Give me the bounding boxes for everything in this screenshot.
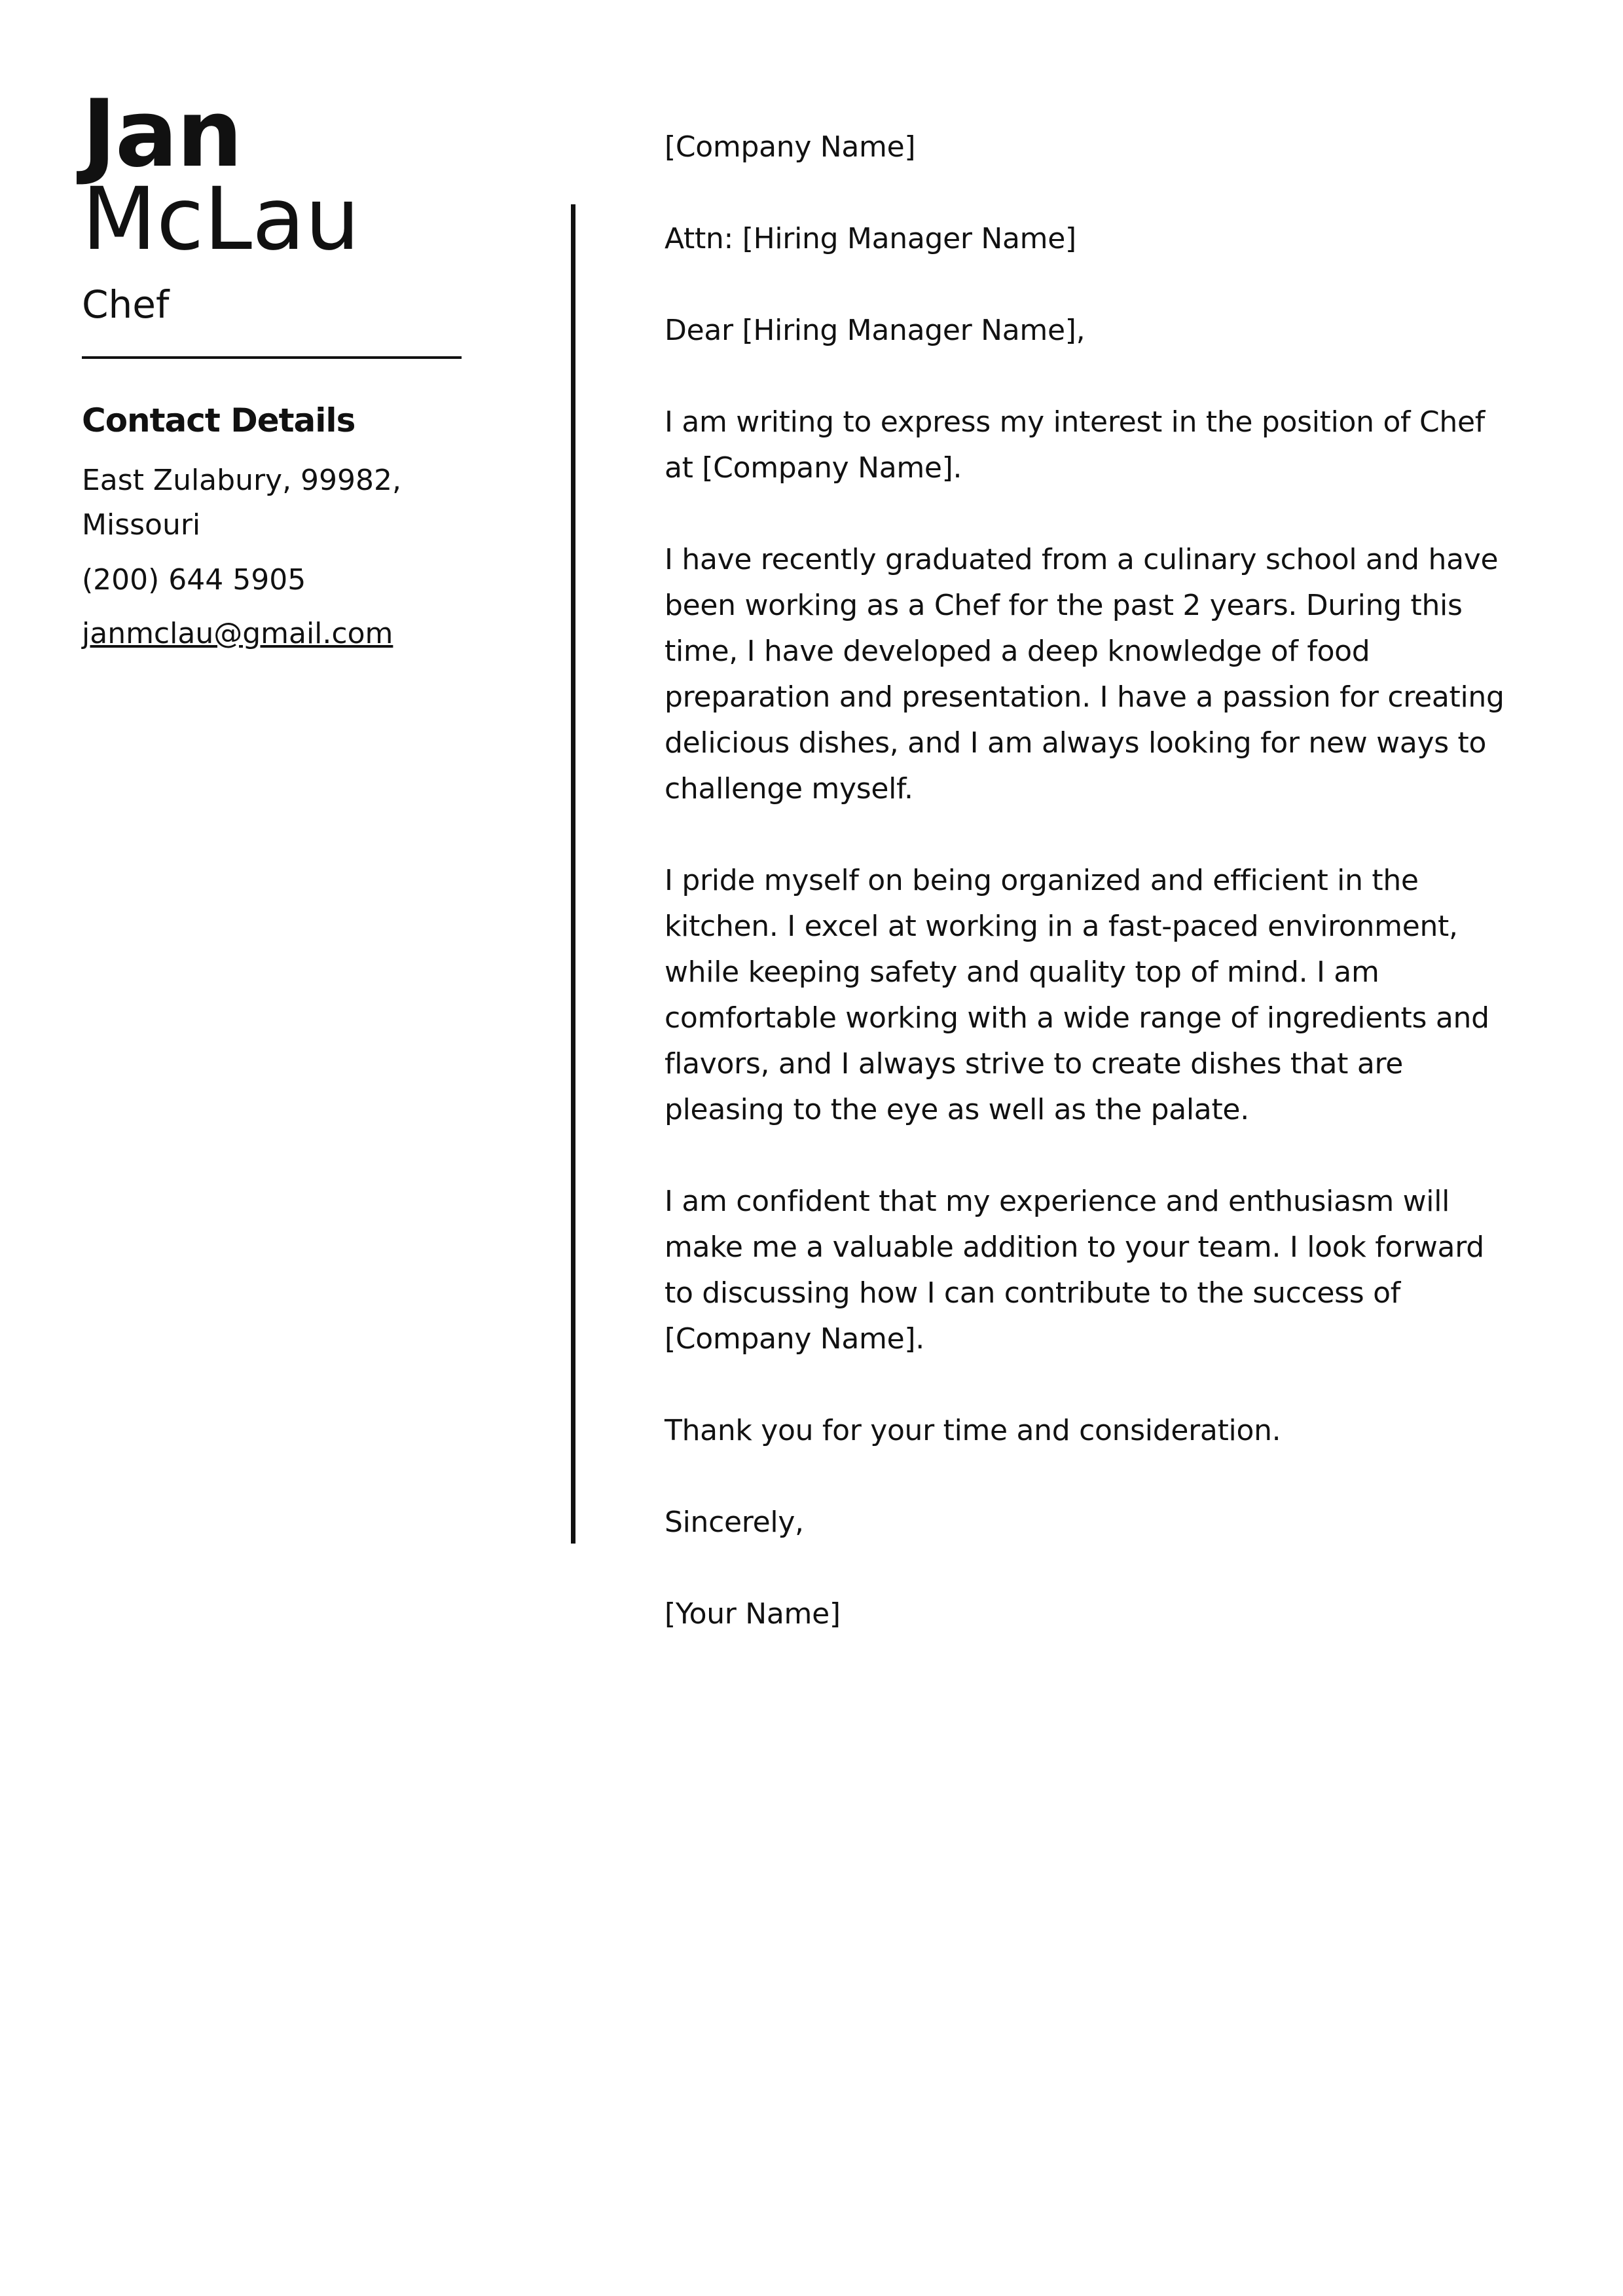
contact-heading: Contact Details — [82, 401, 356, 439]
letter-paragraph: I am confident that my experience and enthusiasm will make me a valuable addition to your team. I look forward to discussing how I can contribute to the success of [Company Name]. — [665, 1185, 1484, 1356]
job-title: Chef — [82, 282, 170, 327]
letter-attn: Attn: [Hiring Manager Name] — [665, 222, 1076, 255]
last-name: McLau — [82, 169, 360, 270]
vertical-divider — [571, 204, 575, 1544]
first-name: Jan — [82, 80, 242, 188]
contact-address — [82, 458, 468, 547]
letter-paragraph: I have recently graduated from a culinary school and have been working as a Chef for the past 2 years. During this time, I have developed a deep knowledge of food preparation and presentation. I have a passion for creating delicious dishes, and I am always looking for new ways to challenge myself. — [665, 543, 1504, 805]
letter-closing: Sincerely, — [665, 1506, 804, 1539]
title-divider — [82, 356, 462, 359]
address-line-2: Missouri — [82, 508, 201, 542]
letter-company: [Company Name] — [665, 130, 916, 164]
address-line-1: East Zulabury, 99982, — [82, 464, 402, 497]
letter-salutation: Dear [Hiring Manager Name], — [665, 314, 1085, 347]
letter-paragraph: I pride myself on being organized and efficient in the kitchen. I excel at working in a fast-paced environment, while keeping safety and quality top of mind. I am comfortable working with a wide range of ingredients and flavors, and I always strive to create dishes that are pleasing to the eye as well as the palate. — [665, 864, 1489, 1126]
letter-signature: [Your Name] — [665, 1597, 841, 1631]
contact-phone: (200) 644 5905 — [82, 563, 306, 597]
letter-paragraph: I am writing to express my interest in the position of Chef at [Company Name]. — [665, 405, 1485, 485]
sidebar — [82, 80, 468, 656]
letter-body — [665, 124, 1516, 1683]
letter-paragraph: Thank you for your time and consideration. — [665, 1414, 1281, 1447]
contact-email-link[interactable]: janmclau@gmail.com — [82, 617, 393, 650]
